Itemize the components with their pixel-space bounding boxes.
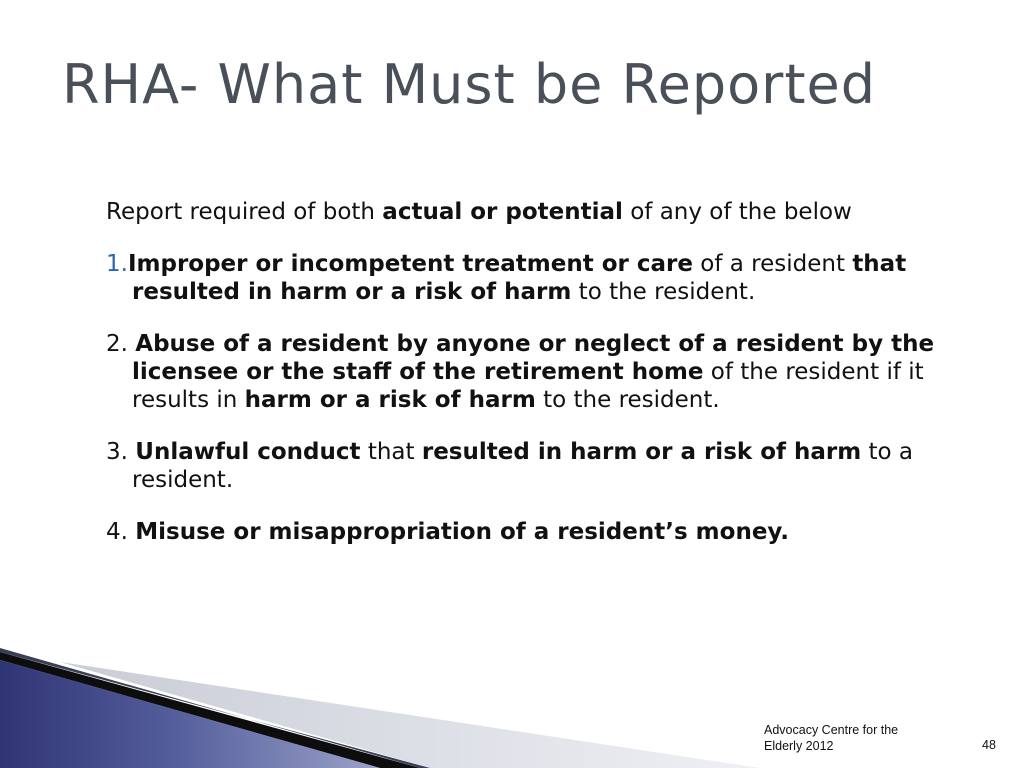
page-number: 48 (982, 738, 996, 752)
intro-text-end: of any of the below (622, 199, 852, 225)
list-item-2 (106, 330, 986, 414)
item-emphasis-2: harm or a risk of harm (244, 387, 536, 413)
intro-text: Report required of both (106, 199, 383, 225)
item-emphasis: Unlawful conduct (135, 439, 361, 465)
list-item-1 (106, 250, 986, 306)
item-number: 4. (106, 519, 136, 545)
item-text: that (360, 439, 422, 465)
item-text: of the resident if it results in (132, 359, 924, 413)
intro-emphasis: actual or potential (382, 199, 623, 225)
item-number: 1. (106, 251, 128, 277)
item-emphasis: Misuse or misappropriation of a resident’s money. (135, 519, 790, 545)
item-emphasis: Abuse of a resident by anyone or neglect of a resident by the licensee or the staff of the retirement home (132, 331, 935, 385)
item-emphasis-2: that resulted in harm or a risk of harm (132, 251, 907, 305)
slide-body (106, 198, 986, 570)
list-item-4 (106, 518, 986, 546)
footer-organization: Advocacy Centre for the Elderly 2012 (764, 723, 899, 753)
item-text-end: to a resident. (132, 439, 914, 493)
item-text-end: to the resident. (535, 387, 720, 413)
item-text-end: to the resident. (571, 279, 756, 305)
item-number: 3. (106, 439, 136, 465)
intro-paragraph (106, 198, 986, 226)
item-emphasis: Improper or incompetent treatment or care (127, 251, 693, 277)
slide-title: RHA- What Must be Reported (62, 53, 877, 116)
decorative-swoosh (0, 640, 760, 768)
item-number: 2. (106, 331, 136, 357)
item-emphasis-2: resulted in harm or a risk of harm (421, 439, 862, 465)
list-item-3 (106, 438, 986, 494)
item-text: of a resident (692, 251, 853, 277)
